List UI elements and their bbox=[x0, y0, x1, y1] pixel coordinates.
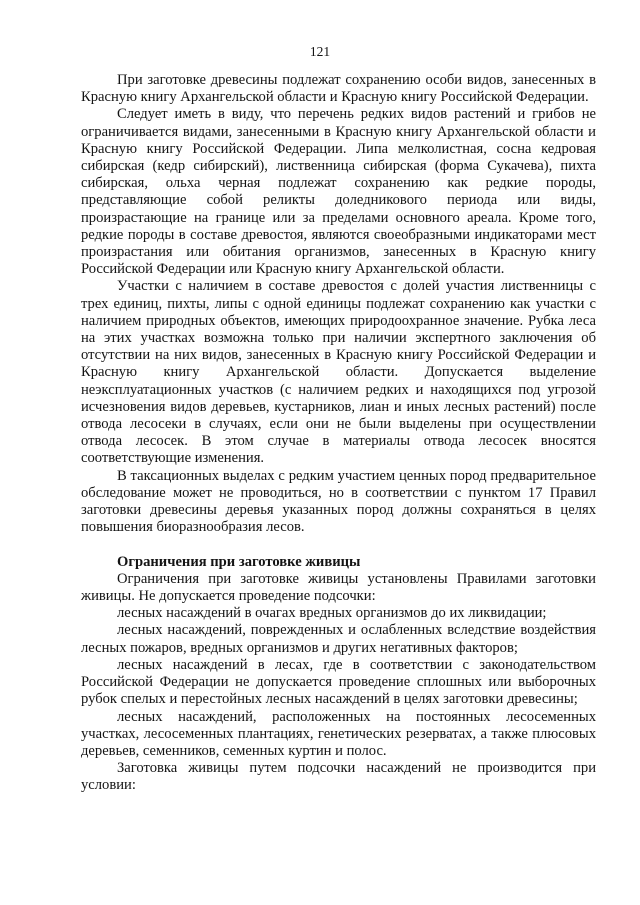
paragraph-resin-conditions: Заготовка живицы путем подсочки насаждений не производится при условии: bbox=[81, 760, 596, 794]
paragraph-protected-plots: Участки с наличием в составе древостоя с долей участия лиственницы с трех единиц, пихты, липы с одной единицы подлежат сохранению как участки с наличием природных объектов, имеющих природоохранное значение. Рубка леса на этих участках возможна только при наличии экспертного заключения об отсутствии на них видов, занесенных в Красную книгу Российской Федерации и Красную книгу Архангельской области. Допускается выделение неэксплуатационных участков (с наличием редких и находящихся под угрозой исчезновения видов деревьев, кустарников, лиан и иных лесных растений) после отвода лесосеки в случаях, если они не были выделены при осуществлении отвода лесосек. В этом случае в материалы отвода лесосек вносятся соответствующие изменения. bbox=[81, 278, 596, 467]
page-content bbox=[81, 72, 596, 795]
page-number: 121 bbox=[309, 44, 331, 59]
section-heading: Ограничения при заготовке живицы bbox=[117, 553, 361, 570]
paragraph-rare-species-preservation: При заготовке древесины подлежат сохранению особи видов, занесенных в Красную книгу Архангельской области и Красную книгу Российской Федерации. bbox=[81, 72, 596, 106]
paragraph-rare-species-list: Следует иметь в виду, что перечень редких видов растений и грибов не ограничивается видами, занесенными в Красную книгу Архангельской области и Красную книгу Российской Федерации. Липа мелколистная, сосна кедровая сибирская (кедр сибирский), лиственница сибирская (форма Сукачева), пихта сибирская, ольха черная подлежат сохранению как редкие породы, представляющие собой реликты доледникового периода или виды, произрастающие на границе или за пределами основного ареала. Кроме того, редкие породы в составе древостоя, являются своеобразными индикаторами мест произрастания или обитания организмов, занесенных в Красную книгу Российской Федерации или Красную книгу Архангельской области. bbox=[81, 106, 596, 278]
paragraph-valuable-species: В таксационных выделах с редким участием ценных пород предварительное обследование может не проводиться, но в соответствии с пунктом 17 Правил заготовки древесины деревья указанных пород должны сохраняться в целях повышения биоразнообразия лесов. bbox=[81, 467, 596, 536]
list-item-damaged-stands: лесных насаждений, поврежденных и ослабленных вследствие воздействия лесных пожаров, вредных организмов и других негативных факторов; bbox=[81, 622, 596, 656]
paragraph-resin-restrictions-intro: Ограничения при заготовке живицы установлены Правилами заготовки живицы. Не допускается проведение подсочки: bbox=[81, 570, 596, 605]
list-item-seed-stands: лесных насаждений, расположенных на постоянных лесосеменных участках, лесосеменных плантациях, генетических резерватах, а также плюсовых деревьев, семенников, семенных куртин и полос. bbox=[81, 708, 596, 759]
list-item-protected-forests: лесных насаждений в лесах, где в соответствии с законодательством Российской Федерации не допускается проведение сплошных или выборочных рубок спелых и перестойных лесных насаждений в целях заготовки древесины; bbox=[81, 656, 596, 708]
list-item-pest-foci: лесных насаждений в очагах вредных организмов до их ликвидации; bbox=[117, 605, 547, 622]
